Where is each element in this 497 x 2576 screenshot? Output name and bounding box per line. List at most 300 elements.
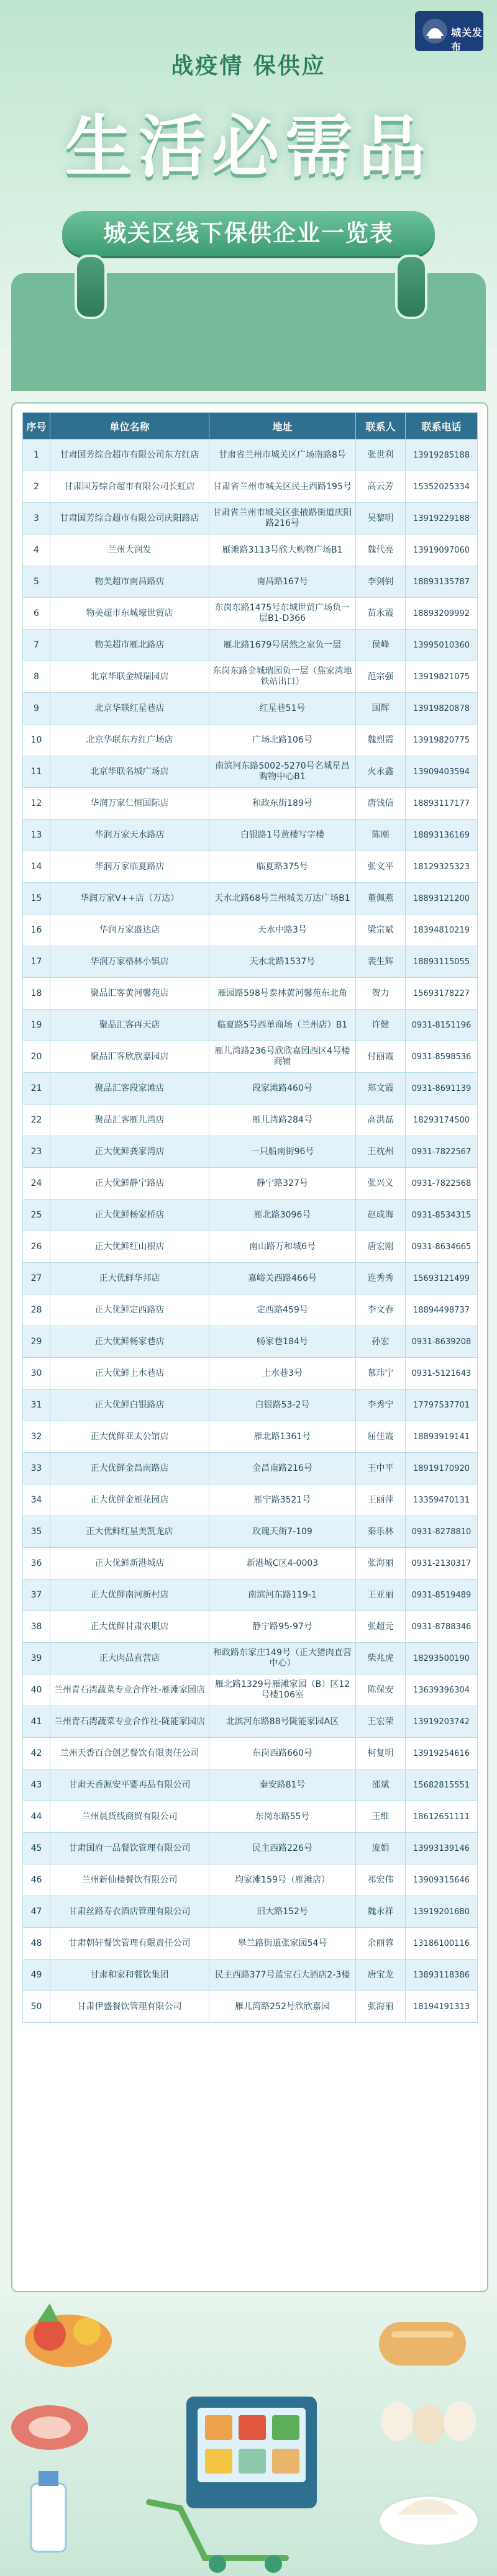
- contact-person: 张海丽: [356, 1548, 406, 1579]
- contact-person: 火永鑫: [356, 756, 406, 788]
- table-row: [23, 598, 478, 630]
- table-row: [23, 1706, 478, 1738]
- company-name: 甘肃丝路寿衣酒店管理有限公司: [50, 1896, 209, 1928]
- row-index: 37: [23, 1579, 50, 1611]
- table-row: [23, 535, 478, 566]
- company-name: 正大优鲜金雁花园店: [50, 1485, 209, 1516]
- contact-person: 张兴义: [356, 1168, 406, 1200]
- contact-person: 祁宏伟: [356, 1864, 406, 1896]
- address: 天水北路68号兰州城关万达广场B1: [209, 883, 356, 915]
- phone-number: 13919820878: [406, 693, 478, 725]
- table-row: [23, 503, 478, 535]
- contact-person: 庞娟: [356, 1833, 406, 1864]
- row-index: 3: [23, 503, 50, 535]
- table-row: [23, 1168, 478, 1200]
- address: 玫瑰天街7-109: [209, 1516, 356, 1548]
- row-index: 23: [23, 1136, 50, 1168]
- address: 雁北路1361号: [209, 1421, 356, 1453]
- contact-person: 侯峰: [356, 630, 406, 661]
- address: 天水中路3号: [209, 915, 356, 946]
- phone-number: 13639396304: [406, 1674, 478, 1706]
- row-index: 46: [23, 1864, 50, 1896]
- company-name: 物美超市东城壕世贸店: [50, 598, 209, 630]
- phone-number: 13919254616: [406, 1738, 478, 1769]
- table-row: [23, 693, 478, 725]
- table-row: [23, 1611, 478, 1643]
- company-name: 华润万家仁恒国际店: [50, 788, 209, 820]
- contact-person: 唐宝龙: [356, 1959, 406, 1991]
- company-name: 兰州天香百合创艺餐饮有限责任公司: [50, 1738, 209, 1769]
- contact-person: 孙宏: [356, 1326, 406, 1358]
- phone-number: 15693178227: [406, 978, 478, 1010]
- phone-number: 13909403594: [406, 756, 478, 788]
- phone-number: 18394810219: [406, 915, 478, 946]
- table-row: [23, 1231, 478, 1263]
- dumplings-icon: [379, 2496, 478, 2546]
- table-row: [23, 1833, 478, 1864]
- phone-number: 13919229188: [406, 503, 478, 535]
- contact-person: 梁宗斌: [356, 915, 406, 946]
- contact-person: 陈刚: [356, 820, 406, 851]
- row-index: 34: [23, 1485, 50, 1516]
- column-header-contact: 联系人: [356, 413, 406, 440]
- company-name: 甘肃和家和餐饮集团: [50, 1959, 209, 1991]
- table-row: [23, 756, 478, 788]
- eggs-icon: [381, 2402, 476, 2444]
- table-row: [23, 1453, 478, 1485]
- company-name: 甘肃朝轩餐饮管理有限责任公司: [50, 1928, 209, 1959]
- company-name: 正大优鲜华邦店: [50, 1263, 209, 1295]
- shopping-cart-icon: [149, 2397, 317, 2573]
- row-index: 28: [23, 1295, 50, 1326]
- phone-number: 18893115055: [406, 946, 478, 978]
- phone-number: 17797537701: [406, 1390, 478, 1421]
- phone-number: 18919170920: [406, 1453, 478, 1485]
- phone-number: 0931-7822567: [406, 1136, 478, 1168]
- phone-number: 0931-5121643: [406, 1358, 478, 1390]
- phone-number: 0931-8598536: [406, 1041, 478, 1073]
- column-header-phone: 联系电话: [406, 413, 478, 440]
- contact-person: 吴黎明: [356, 503, 406, 535]
- contact-person: 张文平: [356, 851, 406, 883]
- company-name: 正大优鲜白银路店: [50, 1390, 209, 1421]
- contact-person: 李文春: [356, 1295, 406, 1326]
- phone-number: 13919201680: [406, 1896, 478, 1928]
- address: 雁儿湾路252号欣欣嘉园: [209, 1991, 356, 2023]
- table-row: [23, 1959, 478, 1991]
- company-name: 聚品汇客黄河馨苑店: [50, 978, 209, 1010]
- table-row: [23, 1643, 478, 1674]
- contact-person: 余丽蓉: [356, 1928, 406, 1959]
- company-name: 正大优鲜亚太公馆店: [50, 1421, 209, 1453]
- row-index: 25: [23, 1200, 50, 1231]
- table-row: [23, 883, 478, 915]
- contact-person: 李秀宁: [356, 1390, 406, 1421]
- phone-number: 13919097060: [406, 535, 478, 566]
- address: 甘肃省兰州市城关区民主西路195号: [209, 471, 356, 503]
- table-row: [23, 1991, 478, 2023]
- contact-person: 王宏荣: [356, 1706, 406, 1738]
- row-index: 2: [23, 471, 50, 503]
- contact-person: 柴兆虎: [356, 1643, 406, 1674]
- address: 雁儿湾路236号欣欣嘉园西区4号楼商铺: [209, 1041, 356, 1073]
- row-index: 9: [23, 693, 50, 725]
- company-name: 正大优鲜龚家湾店: [50, 1136, 209, 1168]
- table-row: [23, 566, 478, 598]
- address: 上水巷3号: [209, 1358, 356, 1390]
- phone-number: 13919821075: [406, 661, 478, 693]
- table-row: [23, 661, 478, 693]
- table-row: [23, 1263, 478, 1295]
- contact-person: 董佩燕: [356, 883, 406, 915]
- address: 金昌南路216号: [209, 1453, 356, 1485]
- phone-number: 0931-8151196: [406, 1010, 478, 1041]
- contact-person: 魏永祥: [356, 1896, 406, 1928]
- calendar-ring-icon: [75, 255, 107, 319]
- company-name: 聚品汇客段家滩店: [50, 1073, 209, 1105]
- address: 南山路万和城6号: [209, 1231, 356, 1263]
- phone-number: 0931-2130317: [406, 1548, 478, 1579]
- table-row: [23, 1516, 478, 1548]
- address: 新港城C区4-0003: [209, 1548, 356, 1579]
- phone-number: 0931-8634665: [406, 1231, 478, 1263]
- table-row: [23, 1010, 478, 1041]
- address: 雁儿湾路284号: [209, 1105, 356, 1136]
- contact-person: 苗永霞: [356, 598, 406, 630]
- address: 东岗东路55号: [209, 1801, 356, 1833]
- milk-bottle-icon: [31, 2471, 66, 2552]
- address: 白银路53-2号: [209, 1390, 356, 1421]
- company-name: 聚品汇客再天店: [50, 1010, 209, 1041]
- contact-person: 李剑钊: [356, 566, 406, 598]
- company-name: 聚品汇客雁儿湾店: [50, 1105, 209, 1136]
- table-row: [23, 1864, 478, 1896]
- company-name: 兰州晨货线商贸有限公司: [50, 1801, 209, 1833]
- address: 南滨河东路119-1: [209, 1579, 356, 1611]
- contact-person: 连秀秀: [356, 1263, 406, 1295]
- contact-person: 唐宏刚: [356, 1231, 406, 1263]
- table-row: [23, 725, 478, 756]
- row-index: 6: [23, 598, 50, 630]
- contact-person: 高洪磊: [356, 1105, 406, 1136]
- row-index: 49: [23, 1959, 50, 1991]
- phone-number: 18612651111: [406, 1801, 478, 1833]
- address: 东岗东路金城瑞园负一层（焦家湾地铁站出口）: [209, 661, 356, 693]
- phone-number: 13893118386: [406, 1959, 478, 1991]
- phone-number: 13186100116: [406, 1928, 478, 1959]
- company-name: 甘肃伊盛餐饮管理有限公司: [50, 1991, 209, 2023]
- address: 旧大路152号: [209, 1896, 356, 1928]
- campaign-slogan: 战疫情 保供应: [171, 53, 326, 79]
- address: 东岗西路660号: [209, 1738, 356, 1769]
- table-row: [23, 1421, 478, 1453]
- company-name: 正大优鲜定西路店: [50, 1295, 209, 1326]
- address: 静宁路95-97号: [209, 1611, 356, 1643]
- table-row: [23, 1326, 478, 1358]
- phone-number: 0931-8639208: [406, 1326, 478, 1358]
- table-row: [23, 471, 478, 503]
- contact-person: 魏代亮: [356, 535, 406, 566]
- phone-number: 15352025334: [406, 471, 478, 503]
- phone-number: 18893117177: [406, 788, 478, 820]
- phone-number: 13993139146: [406, 1833, 478, 1864]
- address: 定西路459号: [209, 1295, 356, 1326]
- supplier-table: [22, 412, 478, 2023]
- contact-person: 许健: [356, 1010, 406, 1041]
- header-banner: [0, 0, 497, 348]
- contact-person: 王丽萍: [356, 1485, 406, 1516]
- company-name: 正大优鲜新港城店: [50, 1548, 209, 1579]
- address: 雁北路3096号: [209, 1200, 356, 1231]
- row-index: 43: [23, 1769, 50, 1801]
- column-header-company: 单位名称: [50, 413, 209, 440]
- logo: [415, 11, 483, 51]
- table-row: [23, 1200, 478, 1231]
- phone-number: 18893919141: [406, 1421, 478, 1453]
- row-index: 41: [23, 1706, 50, 1738]
- phone-number: 0931-7822568: [406, 1168, 478, 1200]
- vegetables-icon: [25, 2303, 112, 2367]
- company-name: 北京华联名城广场店: [50, 756, 209, 788]
- address: 天水北路1537号: [209, 946, 356, 978]
- contact-person: 郑文霞: [356, 1073, 406, 1105]
- company-name: 华润万家盛达店: [50, 915, 209, 946]
- contact-person: 秦乐林: [356, 1516, 406, 1548]
- table-header-row: [23, 413, 478, 440]
- contact-person: 张海丽: [356, 1991, 406, 2023]
- address: 嘉峪关西路466号: [209, 1263, 356, 1295]
- contact-person: 陈保安: [356, 1674, 406, 1706]
- phone-number: 0931-8519489: [406, 1579, 478, 1611]
- phone-number: 18893135787: [406, 566, 478, 598]
- address: 畅家巷184号: [209, 1326, 356, 1358]
- company-name: 正大优鲜红星美凯龙店: [50, 1516, 209, 1548]
- address: 北滨河东路88号陇能家园A区: [209, 1706, 356, 1738]
- table-row: [23, 1041, 478, 1073]
- row-index: 35: [23, 1516, 50, 1548]
- company-name: 正大优鲜红山根店: [50, 1231, 209, 1263]
- phone-number: 18129325323: [406, 851, 478, 883]
- contact-person: 赵成海: [356, 1200, 406, 1231]
- row-index: 10: [23, 725, 50, 756]
- phone-number: 18293174500: [406, 1105, 478, 1136]
- phone-number: 13919820775: [406, 725, 478, 756]
- contact-person: 柯复明: [356, 1738, 406, 1769]
- table-row: [23, 1674, 478, 1706]
- row-index: 36: [23, 1548, 50, 1579]
- phone-number: 0931-8691139: [406, 1073, 478, 1105]
- company-name: 聚品汇客欣欣嘉园店: [50, 1041, 209, 1073]
- footer-illustration: [0, 2297, 497, 2576]
- row-index: 33: [23, 1453, 50, 1485]
- table-row: [23, 1548, 478, 1579]
- bread-icon: [379, 2322, 466, 2366]
- table-row: [23, 1928, 478, 1959]
- row-index: 8: [23, 661, 50, 693]
- address: 和政东街189号: [209, 788, 356, 820]
- company-name: 正大优鲜南河新村店: [50, 1579, 209, 1611]
- row-index: 27: [23, 1263, 50, 1295]
- contact-person: 王亚丽: [356, 1579, 406, 1611]
- table-row: [23, 1295, 478, 1326]
- row-index: 18: [23, 978, 50, 1010]
- table-row: [23, 788, 478, 820]
- contact-person: 慕玮宁: [356, 1358, 406, 1390]
- company-name: 北京华联东方红广场店: [50, 725, 209, 756]
- table-row: [23, 1105, 478, 1136]
- meat-icon: [11, 2405, 88, 2450]
- contact-person: 范宗强: [356, 661, 406, 693]
- contact-person: 贺力: [356, 978, 406, 1010]
- address: 和政路东家庄149号（正大猪肉直营中心）: [209, 1643, 356, 1674]
- company-name: 正大优鲜金昌南路店: [50, 1453, 209, 1485]
- row-index: 45: [23, 1833, 50, 1864]
- row-index: 5: [23, 566, 50, 598]
- company-name: 北京华联金城瑞园店: [50, 661, 209, 693]
- company-name: 甘肃国芳综合超市有限公司东方红店: [50, 440, 209, 471]
- company-name: 物美超市南昌路店: [50, 566, 209, 598]
- logo-text: 城关发布: [451, 27, 483, 53]
- table-row: [23, 1579, 478, 1611]
- phone-number: 13919203742: [406, 1706, 478, 1738]
- row-index: 40: [23, 1674, 50, 1706]
- table-row: [23, 915, 478, 946]
- phone-number: 13359470131: [406, 1485, 478, 1516]
- company-name: 华润万家临夏路店: [50, 851, 209, 883]
- company-name: 北京华联红星巷店: [50, 693, 209, 725]
- table-row: [23, 851, 478, 883]
- address: 雁园路598号泰林黄河馨苑东北角: [209, 978, 356, 1010]
- row-index: 47: [23, 1896, 50, 1928]
- row-index: 15: [23, 883, 50, 915]
- company-name: 兰州大润发: [50, 535, 209, 566]
- row-index: 11: [23, 756, 50, 788]
- row-index: 26: [23, 1231, 50, 1263]
- contact-person: 王枕州: [356, 1136, 406, 1168]
- phone-number: 15682815551: [406, 1769, 478, 1801]
- address: 皋兰路街道张家园54号: [209, 1928, 356, 1959]
- row-index: 21: [23, 1073, 50, 1105]
- address: 一只船南街96号: [209, 1136, 356, 1168]
- row-index: 48: [23, 1928, 50, 1959]
- row-index: 14: [23, 851, 50, 883]
- row-index: 39: [23, 1643, 50, 1674]
- phone-number: 18194191313: [406, 1991, 478, 2023]
- table-row: [23, 1769, 478, 1801]
- table-row: [23, 1801, 478, 1833]
- row-index: 20: [23, 1041, 50, 1073]
- contact-person: 王维: [356, 1801, 406, 1833]
- address: 东岗东路1475号东城世贸广场负一层B1-D366: [209, 598, 356, 630]
- company-name: 正大优鲜静宁路店: [50, 1168, 209, 1200]
- address: 红星巷51号: [209, 693, 356, 725]
- calendar-ring-icon: [395, 255, 427, 319]
- address: 白银路1号黄楼写字楼: [209, 820, 356, 851]
- supplier-table-card: [11, 402, 488, 2292]
- logo-icon: [421, 17, 449, 45]
- address: 广场北路106号: [209, 725, 356, 756]
- page-title: 生活必需品: [65, 109, 432, 186]
- contact-person: 张世利: [356, 440, 406, 471]
- phone-number: 0931-8534315: [406, 1200, 478, 1231]
- row-index: 7: [23, 630, 50, 661]
- row-index: 38: [23, 1611, 50, 1643]
- page-subtitle: 城关区线下保供企业一览表: [62, 211, 435, 256]
- address: 静宁路327号: [209, 1168, 356, 1200]
- company-name: 正大优鲜甘肃农职店: [50, 1611, 209, 1643]
- address: 雁滩路3113号欣大购物广场B1: [209, 535, 356, 566]
- table-row: [23, 1136, 478, 1168]
- address: 雁北路1329号雁滩家园（B）区12号楼106室: [209, 1674, 356, 1706]
- phone-number: 13919285188: [406, 440, 478, 471]
- address: 临夏路375号: [209, 851, 356, 883]
- phone-number: 18893121200: [406, 883, 478, 915]
- company-name: 正大优鲜畅家巷店: [50, 1326, 209, 1358]
- company-name: 兰州新仙楼餐饮有限公司: [50, 1864, 209, 1896]
- company-name: 华润万家天水路店: [50, 820, 209, 851]
- table-body: [23, 440, 478, 2023]
- column-header-index: 序号: [23, 413, 50, 440]
- row-index: 32: [23, 1421, 50, 1453]
- address: 民主西路377号蓝宝石大酒店2-3楼: [209, 1959, 356, 1991]
- company-name: 甘肃国府一品餐饮管理有限公司: [50, 1833, 209, 1864]
- row-index: 19: [23, 1010, 50, 1041]
- company-name: 物美超市雁北路店: [50, 630, 209, 661]
- table-row: [23, 946, 478, 978]
- company-name: 甘肃天香源安平婴再品有限公司: [50, 1769, 209, 1801]
- contact-person: 裴生辉: [356, 946, 406, 978]
- contact-person: 国辉: [356, 693, 406, 725]
- contact-person: 王中平: [356, 1453, 406, 1485]
- company-name: 甘肃国芳综合超市有限公司长虹店: [50, 471, 209, 503]
- row-index: 13: [23, 820, 50, 851]
- contact-person: 高云芳: [356, 471, 406, 503]
- phone-number: 18894498737: [406, 1295, 478, 1326]
- row-index: 4: [23, 535, 50, 566]
- company-name: 华润万家V++店（万达）: [50, 883, 209, 915]
- table-row: [23, 1738, 478, 1769]
- company-name: 正大肉品直营店: [50, 1643, 209, 1674]
- row-index: 44: [23, 1801, 50, 1833]
- company-name: 兰州青石湾蔬菜专业合作社-陇能家园店: [50, 1706, 209, 1738]
- contact-person: 付丽霞: [356, 1041, 406, 1073]
- row-index: 16: [23, 915, 50, 946]
- company-name: 甘肃国芳综合超市有限公司庆阳路店: [50, 503, 209, 535]
- table-row: [23, 1358, 478, 1390]
- phone-number: 18893209992: [406, 598, 478, 630]
- table-row: [23, 1485, 478, 1516]
- phone-number: 0931-8788346: [406, 1611, 478, 1643]
- column-header-address: 地址: [209, 413, 356, 440]
- phone-number: 0931-8278810: [406, 1516, 478, 1548]
- row-index: 42: [23, 1738, 50, 1769]
- table-row: [23, 1390, 478, 1421]
- contact-person: 唐钱信: [356, 788, 406, 820]
- address: 雁北路1679号居然之家负一层: [209, 630, 356, 661]
- company-name: 正大优鲜上水巷店: [50, 1358, 209, 1390]
- table-row: [23, 630, 478, 661]
- address: 南滨河东路5002-5270号名城星昌购物中心B1: [209, 756, 356, 788]
- phone-number: 15693121499: [406, 1263, 478, 1295]
- row-index: 29: [23, 1326, 50, 1358]
- address: 临夏路5号西单商场（兰州店）B1: [209, 1010, 356, 1041]
- contact-person: 邵斌: [356, 1769, 406, 1801]
- phone-number: 13995010360: [406, 630, 478, 661]
- row-index: 50: [23, 1991, 50, 2023]
- company-name: 兰州青石湾蔬菜专业合作社-雁滩家园店: [50, 1674, 209, 1706]
- table-row: [23, 978, 478, 1010]
- contact-person: 魏烈霞: [356, 725, 406, 756]
